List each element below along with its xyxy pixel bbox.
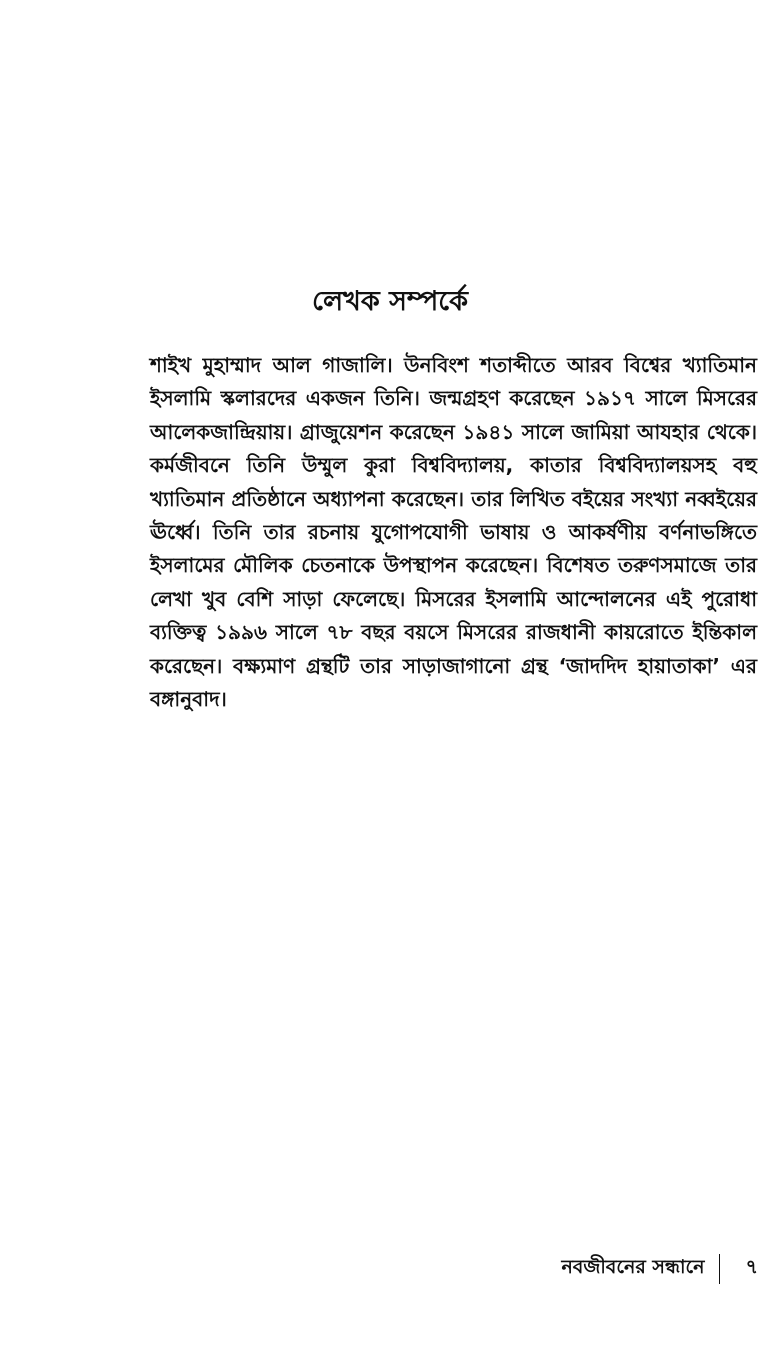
page-number: ৭ [745, 1256, 758, 1278]
page-footer [561, 1252, 758, 1286]
author-bio-paragraph: শাইখ মুহাম্মাদ আল গাজালি। উনবিংশ শতাব্দীতে আরব বিশ্বের খ্যাতিমান ইসলামি স্কলারদের একজন তিনি। জন্মগ্রহণ করেছেন ১৯১৭ সালে মিসরের আলেকজান্দ্রিয়ায়। গ্রাজুয়েশন করেছেন ১৯৪১ সালে জামিয়া আযহার থেকে। কর্মজীবনে তিনি উম্মুল কুরা বিশ্ববিদ্যালয়, কাতার বিশ্ববিদ্যালয়সহ বহু খ্যাতিমান প্রতিষ্ঠানে অধ্যাপনা করেছেন। তার লিখিত বইয়ের সংখ্যা নব্বইয়ের ঊর্ধ্বে। তিনি তার রচনায় যুগোপযোগী ভাষায় ও আকর্ষণীয় বর্ণনাভঙ্গিতে ইসলামের মৌলিক চেতনাকে উপস্থাপন করেছেন। বিশেষত তরুণসমাজে তার লেখা খুব বেশি সাড়া ফেলেছে। মিসরের ইসলামি আন্দোলনের এই পুরোধা ব্যক্তিত্ব ১৯৯৬ সালে ৭৮ বছর বয়সে মিসরের রাজধানী কায়রোতে ইন্তিকাল করেছেন। বক্ষ্যমাণ গ্রন্থটি তার সাড়াজাগানো গ্রন্থ ‘জাদদিদ হায়াতাকা’ এর বঙ্গানুবাদ। [150, 353, 757, 712]
footer-book-title: নবজীবনের সন্ধানে [561, 1256, 705, 1278]
page-heading: লেখক সম্পর্কে [312, 286, 468, 317]
